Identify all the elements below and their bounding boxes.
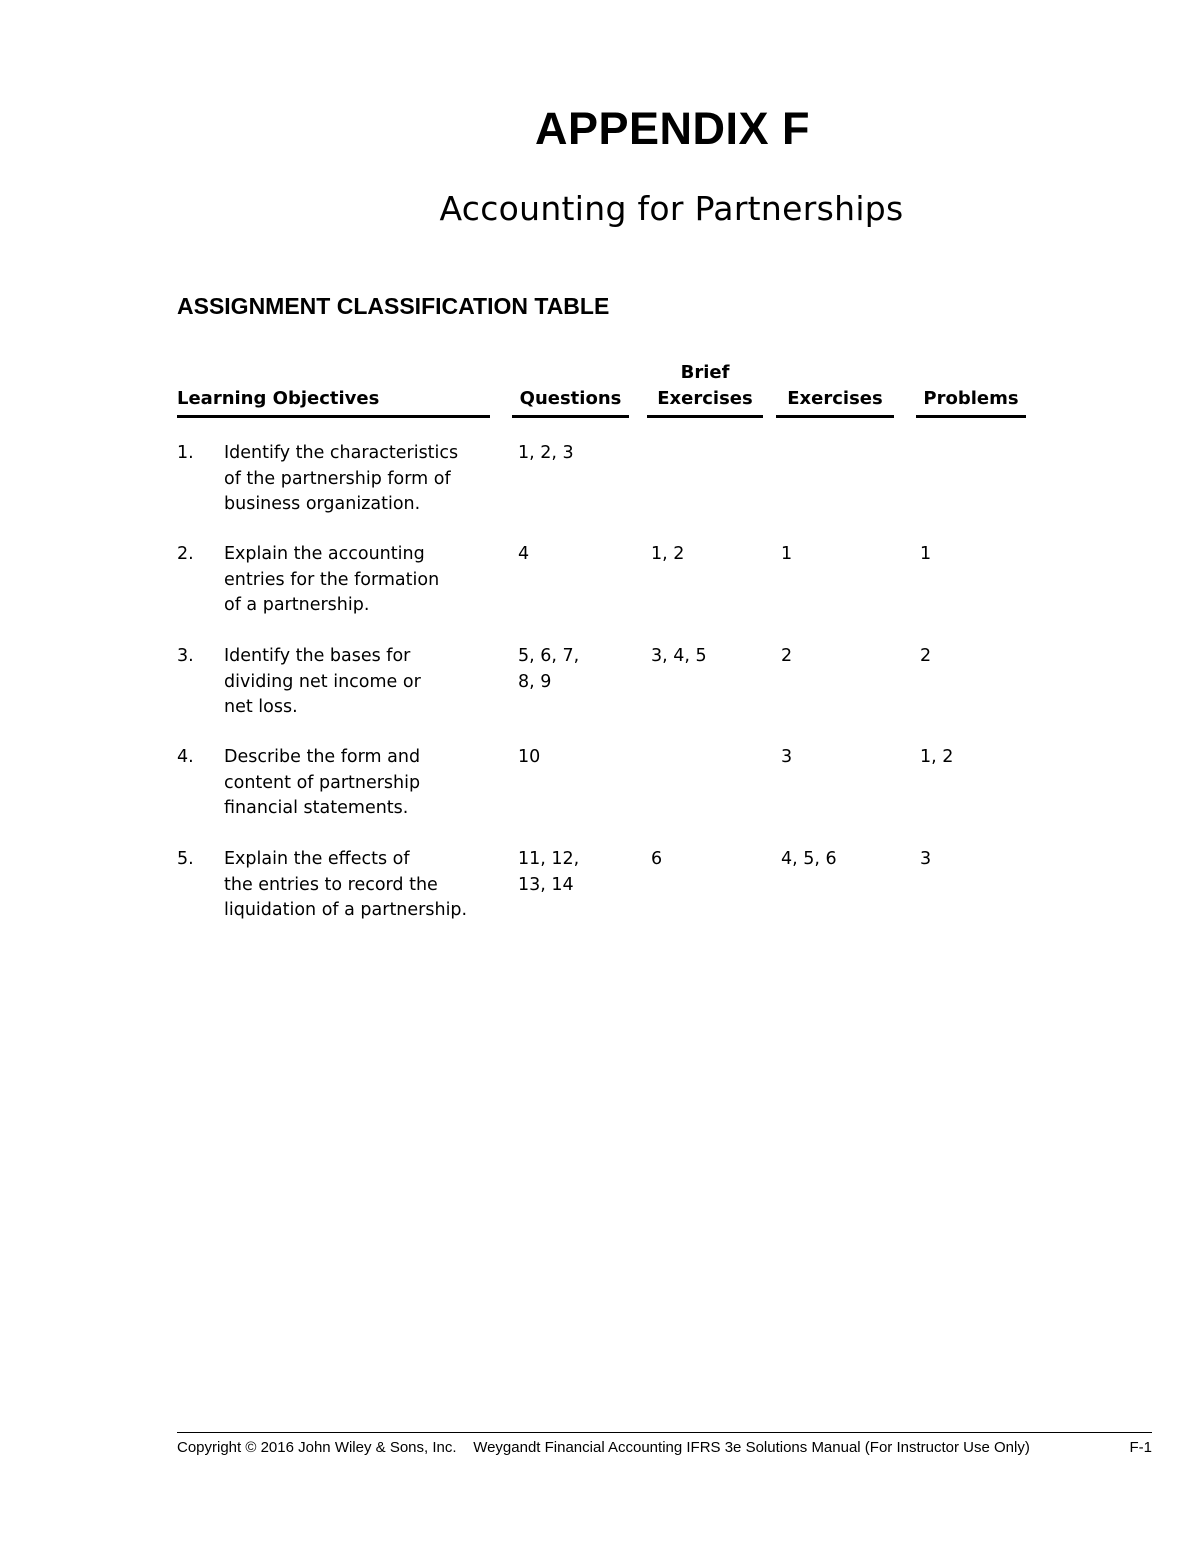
header-problems-label: Problems [923,388,1019,409]
row-objective: Identify the bases for dividing net income or net loss. [224,646,421,717]
row-number: 1. [177,443,194,463]
row-objective: Explain the effects of the entries to record the liquidation of a partnership. [224,849,468,920]
footer-copyright: Copyright © 2016 John Wiley & Sons, Inc. Weygandt Financial Accounting IFRS 3e Solutions Manual (For Instructor Use Only) [177,1439,1030,1456]
header-rule [512,415,629,418]
row-number: 4. [177,747,194,767]
header-questions [512,386,629,412]
header-brief-exercises-line2: Exercises [657,388,753,409]
row-problems: 1 [920,544,932,564]
row-brief-exercises: 3, 4, 5 [651,646,707,666]
row-exercises: 2 [781,646,793,666]
row-questions: 4 [518,544,530,564]
row-number: 2. [177,544,194,564]
row-questions: 1, 2, 3 [518,443,574,463]
row-questions: 5, 6, 7, 8, 9 [518,646,580,692]
footer-divider [177,1432,1152,1433]
row-questions: 10 [518,747,541,767]
row-number: 5. [177,849,194,869]
footer-page-number: F-1 [1129,1439,1152,1456]
row-number: 3. [177,646,194,666]
row-brief-exercises: 1, 2 [651,544,685,564]
header-problems [916,386,1026,412]
header-brief-exercises-line1: Brief [680,362,730,383]
row-problems: 3 [920,849,932,869]
page-title: APPENDIX F [534,103,811,154]
header-learning-objectives-label: Learning Objectives [177,388,380,409]
row-objective: Identify the characteristics of the partnership form of business organization. [224,443,459,514]
row-brief-exercises: 6 [651,849,663,869]
header-rule [647,415,763,418]
header-rule [177,415,490,418]
header-learning-objectives [177,386,490,412]
header-rule [776,415,894,418]
header-exercises [776,386,894,412]
row-objective: Describe the form and content of partnership financial statements. [224,747,421,818]
header-rule [916,415,1026,418]
row-exercises: 1 [781,544,793,564]
header-brief-exercises [647,360,763,412]
row-exercises: 4, 5, 6 [781,849,837,869]
section-heading: ASSIGNMENT CLASSIFICATION TABLE [177,293,610,319]
header-questions-label: Questions [519,388,622,409]
row-problems: 2 [920,646,932,666]
row-objective: Explain the accounting entries for the formation of a partnership. [224,544,440,615]
row-exercises: 3 [781,747,793,767]
row-problems: 1, 2 [920,747,954,767]
header-exercises-label: Exercises [787,388,883,409]
row-questions: 11, 12, 13, 14 [518,849,580,895]
page-subtitle: Accounting for Partnerships [439,189,904,228]
